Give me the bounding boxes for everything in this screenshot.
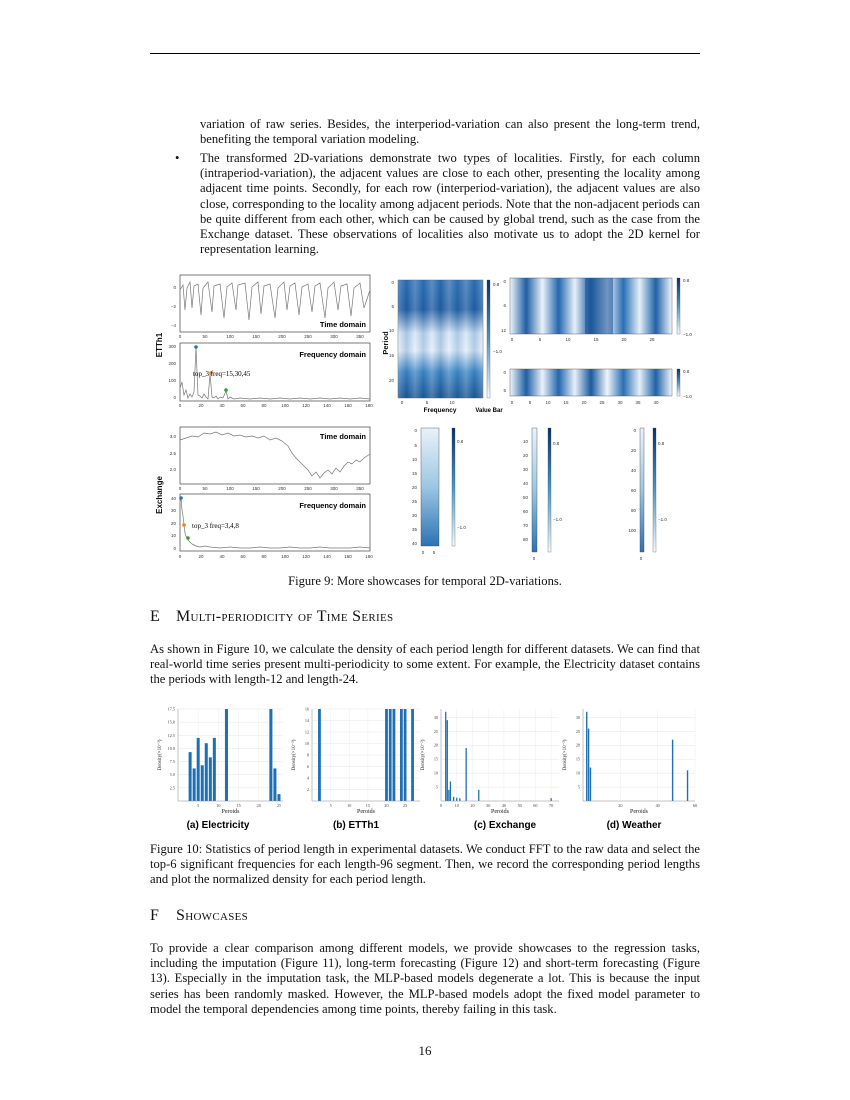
exchange-time-xtick: 100: [226, 486, 234, 491]
y-tick-label: 17.5: [167, 706, 175, 712]
svg-text:0: 0: [400, 400, 404, 405]
etth1-freq-xtick: 40: [219, 403, 225, 408]
exchange-heatmap-a: [412, 428, 466, 555]
bar: [193, 768, 196, 801]
svg-text:0: 0: [510, 337, 514, 342]
row-label-etth1: ETTh1: [155, 332, 164, 358]
svg-text:70: 70: [522, 523, 528, 528]
svg-text:5: 5: [414, 443, 417, 448]
etth1-time-xtick: 100: [226, 334, 234, 339]
etth1-freq-xtick: 80: [261, 403, 267, 408]
svg-text:−1.0: −1.0: [553, 517, 562, 522]
bar: [385, 709, 388, 801]
bar: [459, 798, 460, 801]
value-bar-label: Value Bar: [475, 408, 503, 414]
exchange-time-xtick: 50: [202, 486, 208, 491]
y-tick-label: 30: [433, 714, 438, 720]
etth1-freq-xtick: 120: [302, 403, 310, 408]
heatmap-ylabel: Period: [381, 331, 390, 355]
exchange-time-ytick: 3.0: [169, 434, 176, 439]
x-axis-label: Peroids: [630, 809, 648, 815]
x-tick-label: 25: [403, 803, 408, 808]
svg-text:35: 35: [635, 400, 641, 405]
bar: [411, 709, 414, 801]
svg-text:15: 15: [563, 400, 569, 405]
svg-text:10: 10: [449, 400, 455, 405]
svg-text:20: 20: [411, 485, 417, 490]
y-tick-label: 15: [575, 756, 580, 762]
svg-text:0: 0: [532, 556, 536, 561]
exchange-freq-plot: [171, 494, 373, 559]
exchange-freq-xtick: 40: [219, 554, 225, 559]
section-e-heading: [150, 608, 393, 626]
exchange-freq-xtick: 180: [365, 554, 373, 559]
svg-text:15: 15: [593, 337, 599, 342]
svg-text:0: 0: [639, 556, 643, 561]
etth1-freq-ytick: 300: [168, 344, 176, 349]
svg-text:−1.0: −1.0: [683, 332, 692, 337]
etth1-heatmap-small-b: [503, 369, 692, 405]
y-tick-label: 5: [435, 784, 438, 790]
exchange-time-xtick: 250: [304, 486, 312, 491]
svg-text:35: 35: [411, 527, 417, 532]
header-rule: [150, 53, 700, 54]
etth1-heatmap-main: [381, 280, 503, 414]
svg-text:0.8: 0.8: [683, 278, 690, 283]
y-tick-label: 10.0: [167, 745, 175, 751]
svg-text:5: 5: [503, 388, 506, 393]
bar: [201, 765, 204, 801]
section-f-heading: [150, 907, 248, 925]
bar: [225, 709, 228, 801]
svg-text:6: 6: [503, 303, 506, 308]
etth1-time-xtick: 50: [202, 334, 208, 339]
paragraph-top: variation of raw series. Besides, the interperiod-variation can also present the long-term trend, benefiting the temporal variation modeling.: [200, 117, 700, 147]
svg-text:0.8: 0.8: [658, 441, 665, 446]
svg-text:20: 20: [522, 453, 528, 458]
bar: [400, 709, 403, 801]
bar: [273, 768, 276, 801]
y-tick-label: 12: [304, 729, 309, 735]
svg-text:20: 20: [581, 400, 587, 405]
bar: [456, 798, 457, 801]
svg-text:10: 10: [545, 400, 551, 405]
svg-text:40: 40: [630, 468, 636, 473]
page-number: 16: [418, 1043, 432, 1058]
x-tick-label: 50: [517, 803, 522, 808]
svg-text:25: 25: [411, 499, 417, 504]
y-tick-label: 20: [575, 742, 580, 748]
bar-chart-panel: [157, 707, 283, 816]
etth1-freq-label: Frequency domain: [299, 350, 366, 359]
bar: [404, 709, 407, 801]
x-tick-label: 20: [384, 803, 389, 808]
exchange-freq-xtick: 60: [240, 554, 246, 559]
exchange-freq-xtick: 80: [261, 554, 267, 559]
exchange-top3-annotation: top_3 freq=3,4,8: [192, 522, 239, 530]
section-f-letter: F: [150, 907, 160, 924]
etth1-freq-xtick: 140: [323, 403, 331, 408]
bar: [450, 781, 451, 801]
y-tick-label: 15: [433, 756, 438, 762]
svg-text:40: 40: [522, 481, 528, 486]
bar: [389, 709, 392, 801]
y-tick-label: 30: [575, 714, 580, 720]
x-tick-label: 20: [618, 803, 623, 808]
x-tick-label: 25: [276, 803, 282, 808]
svg-text:10: 10: [411, 457, 417, 462]
svg-text:40: 40: [411, 541, 417, 546]
bar-chart-panel: [562, 709, 697, 815]
etth1-freq-ytick: 100: [168, 378, 176, 383]
etth1-freq-ytick: 0: [173, 395, 176, 400]
y-tick-label: 10: [575, 770, 580, 776]
y-tick-label: 5.0: [169, 772, 175, 778]
y-tick-label: 2.5: [169, 785, 175, 791]
y-axis-label: Density(×10⁻²): [292, 739, 297, 771]
svg-text:5: 5: [425, 400, 429, 405]
bar: [672, 740, 673, 801]
etth1-freq-plot: [168, 343, 373, 408]
svg-text:0: 0: [391, 280, 394, 285]
etth1-time-ytick: −2: [170, 304, 176, 309]
bar: [393, 709, 396, 801]
exchange-freq-xtick: 140: [323, 554, 331, 559]
heatmap-xlabel: Frequency: [423, 407, 457, 414]
x-axis-label: Peroids: [491, 809, 509, 815]
svg-text:5: 5: [528, 400, 532, 405]
section-e-body: As shown in Figure 10, we calculate the density of each period length for different datasets. We can find that real-world time series present multi-periodicity to some extent. For example, the Electricity dataset contains the periods with length-12 and length-24.: [150, 642, 700, 687]
y-tick-label: 12.5: [167, 732, 175, 738]
y-tick-label: 10: [304, 741, 309, 746]
section-e-letter: E: [150, 608, 161, 625]
svg-text:25: 25: [649, 337, 655, 342]
subcaption-etth1: (b) ETTh1: [332, 820, 380, 831]
y-tick-label: 20: [433, 742, 438, 748]
x-tick-label: 40: [501, 803, 507, 808]
svg-text:100: 100: [628, 528, 636, 533]
bar: [586, 712, 587, 801]
svg-text:50: 50: [522, 495, 528, 500]
exchange-time-xtick: 350: [356, 486, 364, 491]
etth1-time-xtick: 0: [178, 334, 182, 339]
x-axis-label: Peroids: [221, 809, 240, 815]
bar: [478, 790, 479, 801]
etth1-time-xtick: 300: [330, 334, 338, 339]
x-tick-label: 10: [347, 803, 352, 808]
exchange-freq-ytick: 0: [173, 546, 176, 551]
exchange-freq-xtick: 20: [198, 554, 204, 559]
x-tick-label: 0: [439, 803, 443, 808]
svg-text:80: 80: [630, 508, 636, 513]
svg-text:5: 5: [538, 337, 542, 342]
y-tick-label: 14: [304, 718, 309, 723]
subcaption-electricity: (a) Electricity: [186, 820, 250, 831]
bullet-item: [175, 151, 700, 257]
y-axis-label: Density(×10⁻²): [563, 739, 568, 771]
svg-text:0: 0: [414, 428, 417, 433]
y-tick-label: 8: [306, 752, 309, 758]
section-f-body: To provide a clear comparison among different models, we provide showcases to the regression tasks, including the imputation (Figure 11), long-term forecasting (Figure 12) and short-term forecasting (Figure 13). Especially in the imputation task, the MLP-based models degenerate a lot. This is because the input series has been randomly masked. However, the MLP-based models adopt the fixed model parameter to model the temporal dependencies among time points, thereby failing in this task.: [150, 941, 700, 1016]
svg-text:30: 30: [522, 467, 528, 472]
exchange-freq-ytick: 40: [170, 496, 176, 501]
x-tick-label: 5: [329, 803, 332, 808]
svg-text:10: 10: [388, 328, 394, 333]
exchange-time-ytick: 2.5: [169, 451, 176, 456]
x-tick-label: 60: [692, 803, 698, 808]
x-tick-label: 30: [486, 803, 491, 808]
bar: [445, 712, 446, 801]
figure-10-caption: Figure 10: Statistics of period length in experimental datasets. We conduct FFT to the raw data and select the top-6 significant frequencies for each length-96 segment. Then, we record the corresponding period lengths and plot the normalized density for each period length.: [150, 842, 700, 887]
subcaption-weather: (d) Weather: [606, 820, 662, 831]
bar-chart-panel: [420, 709, 559, 815]
exchange-time-plot: [170, 427, 370, 491]
bar: [687, 770, 688, 801]
svg-text:0: 0: [510, 400, 514, 405]
x-tick-label: 15: [236, 803, 241, 808]
x-tick-label: 10: [454, 803, 459, 808]
bar: [447, 720, 448, 801]
exchange-time-label: Time domain: [319, 432, 366, 441]
svg-text:40: 40: [653, 400, 659, 405]
x-tick-label: 15: [365, 803, 370, 808]
x-tick-label: 70: [549, 803, 554, 808]
etth1-freq-xtick: 180: [365, 403, 373, 408]
figure-9-caption: Figure 9: More showcases for temporal 2D-variations.: [288, 574, 562, 588]
etth1-time-ytick: −4: [170, 323, 176, 328]
svg-text:−1.0: −1.0: [658, 517, 667, 522]
row-label-exchange: Exchange: [155, 476, 164, 514]
svg-text:60: 60: [630, 488, 636, 493]
svg-text:25: 25: [599, 400, 605, 405]
exchange-freq-xtick: 100: [281, 554, 289, 559]
x-tick-label: 5: [197, 803, 200, 808]
x-axis-label: Peroids: [357, 809, 375, 815]
svg-text:−1.0: −1.0: [683, 394, 692, 399]
etth1-freq-xtick: 100: [281, 403, 289, 408]
x-tick-label: 40: [655, 803, 660, 808]
subcaption-exchange: (c) Exchange: [473, 820, 537, 831]
y-axis-label: Density(×10⁻²): [158, 739, 163, 771]
etth1-time-plot: [171, 275, 370, 339]
bar: [448, 790, 449, 801]
x-tick-label: 20: [470, 803, 475, 808]
figure-9: [150, 270, 700, 570]
etth1-freq-xtick: 0: [178, 403, 182, 408]
section-f-title: Showcases: [176, 907, 249, 924]
svg-text:0: 0: [503, 370, 506, 375]
exchange-time-xtick: 300: [330, 486, 338, 491]
bullet-icon: •: [175, 151, 180, 165]
section-e-title: Multi-periodicity of Time Series: [176, 608, 394, 625]
svg-text:10: 10: [522, 439, 528, 444]
svg-text:60: 60: [522, 509, 528, 514]
svg-text:80: 80: [522, 537, 528, 542]
y-tick-label: 5: [577, 784, 580, 790]
svg-text:15: 15: [388, 353, 394, 358]
y-axis-label: Density(×10⁻²): [421, 739, 426, 771]
bar: [189, 752, 192, 801]
exchange-time-xtick: 0: [178, 486, 182, 491]
colorbar-min: −1.0: [493, 349, 502, 354]
exchange-freq-ytick: 20: [170, 521, 176, 526]
exchange-freq-ytick: 30: [170, 508, 176, 513]
svg-text:0: 0: [421, 550, 425, 555]
etth1-time-xtick: 250: [304, 334, 312, 339]
svg-text:0.8: 0.8: [683, 369, 690, 374]
bar: [277, 794, 280, 801]
exchange-time-xtick: 150: [252, 486, 260, 491]
exchange-freq-xtick: 120: [302, 554, 310, 559]
y-tick-label: 15.0: [167, 719, 175, 725]
x-tick-label: 60: [533, 803, 538, 808]
svg-text:15: 15: [411, 471, 417, 476]
bar-chart-panel: [291, 707, 420, 816]
exchange-heatmap-b: [523, 428, 562, 561]
svg-text:20: 20: [388, 378, 394, 383]
bar: [205, 743, 208, 801]
etth1-time-ytick: 0: [173, 285, 176, 290]
etth1-freq-xtick: 20: [198, 403, 204, 408]
colorbar-max: 0.8: [493, 282, 500, 287]
exchange-freq-ytick: 10: [170, 533, 176, 538]
etth1-top3-annotation: top_3 freq=15,30,45: [193, 370, 251, 378]
svg-text:0: 0: [503, 279, 506, 284]
y-tick-label: 10: [433, 770, 438, 776]
bar: [590, 768, 591, 801]
svg-text:20: 20: [630, 448, 636, 453]
y-tick-label: 7.5: [169, 759, 175, 765]
svg-text:0.8: 0.8: [457, 439, 464, 444]
y-tick-label: 4: [306, 775, 309, 781]
bar: [550, 798, 551, 801]
exchange-time-xtick: 200: [278, 486, 286, 491]
svg-text:30: 30: [617, 400, 623, 405]
bar: [318, 709, 321, 801]
bar: [197, 738, 200, 801]
etth1-time-xtick: 350: [356, 334, 364, 339]
svg-text:30: 30: [411, 513, 417, 518]
figure-10: [150, 701, 700, 833]
y-tick-label: 25: [433, 728, 438, 734]
bar: [466, 748, 467, 801]
svg-text:0: 0: [633, 428, 636, 433]
y-tick-label: 2: [306, 787, 309, 792]
bar: [209, 757, 212, 801]
bar: [269, 709, 272, 801]
x-tick-label: 20: [256, 803, 261, 808]
etth1-freq-xtick: 60: [240, 403, 246, 408]
svg-text:10: 10: [565, 337, 571, 342]
x-tick-label: 10: [216, 803, 221, 808]
svg-text:5: 5: [391, 304, 394, 309]
y-tick-label: 16: [304, 706, 309, 712]
bullet-text: The transformed 2D-variations demonstrate two types of localities. Firstly, for each column (intraperiod-variation), the adjacent values are close to each other, presenting the locality among adjacent time points. Secondly, for each row (interperiod-variation), the adjacent values are also close, corresponding to the locality among adjacent periods. Note that the non-adjacent periods can be quite different from each other, which can be caused by global trend, such as the case from the Exchange dataset. These observations of localities also motivate us to adopt the 2D kernel for representation learning.: [200, 151, 700, 257]
etth1-freq-ytick: 200: [168, 361, 176, 366]
exchange-freq-label: Frequency domain: [299, 501, 366, 510]
exchange-freq-xtick: 0: [178, 554, 182, 559]
etth1-time-label: Time domain: [319, 320, 366, 329]
etth1-time-xtick: 150: [252, 334, 260, 339]
y-tick-label: 6: [306, 764, 309, 769]
bar: [213, 738, 216, 801]
svg-text:−1.0: −1.0: [457, 525, 466, 530]
exchange-time-ytick: 2.0: [169, 467, 176, 472]
etth1-heatmap-small-a: [501, 278, 692, 342]
svg-text:20: 20: [621, 337, 627, 342]
svg-text:5: 5: [432, 550, 436, 555]
svg-text:0.8: 0.8: [553, 441, 560, 446]
bar: [453, 797, 454, 801]
etth1-freq-xtick: 160: [344, 403, 352, 408]
exchange-heatmap-c: [628, 428, 667, 561]
exchange-freq-xtick: 160: [344, 554, 352, 559]
y-tick-label: 25: [575, 728, 580, 734]
svg-text:12: 12: [500, 328, 506, 333]
bar: [588, 729, 589, 801]
etth1-time-xtick: 200: [278, 334, 286, 339]
